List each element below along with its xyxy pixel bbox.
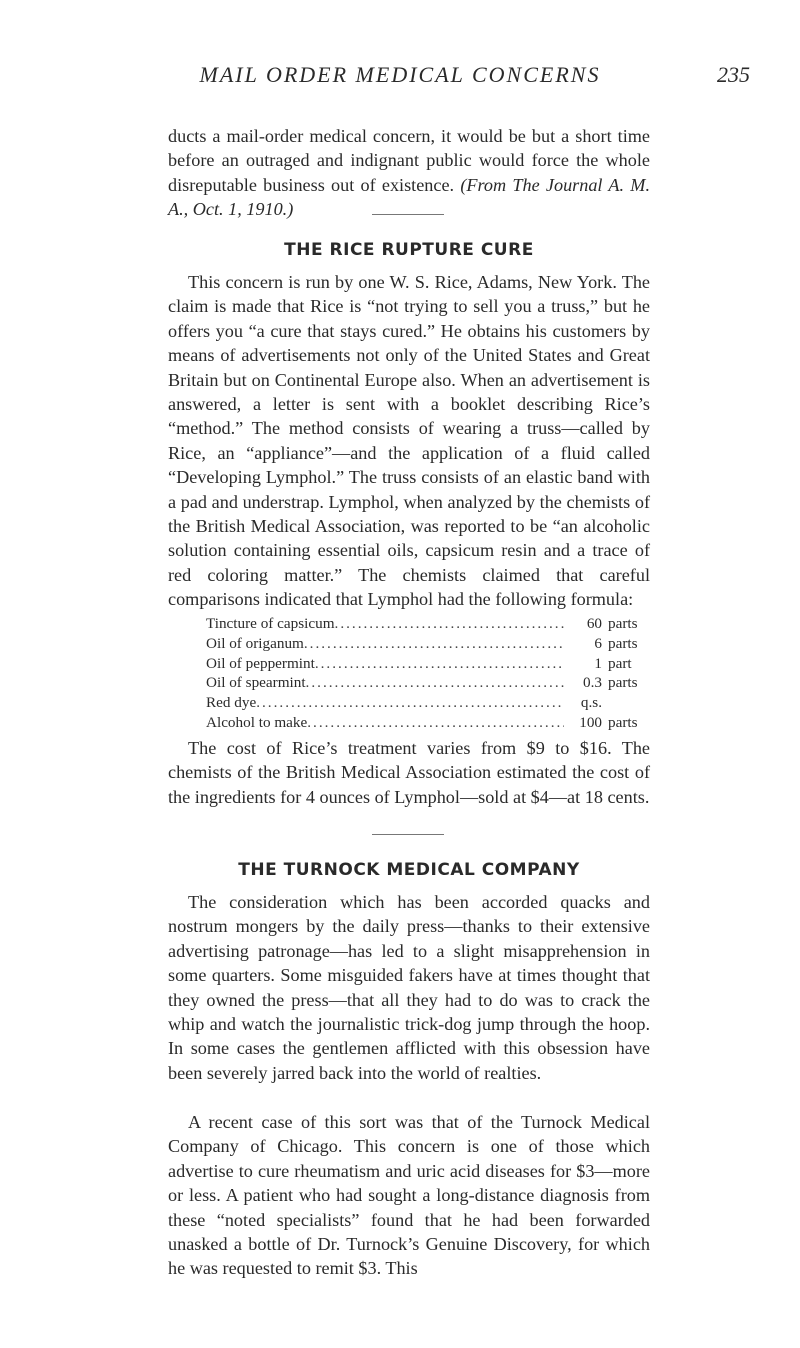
formula-row: [206, 614, 656, 634]
formula-row: [206, 673, 656, 693]
formula-row: [206, 713, 656, 733]
turnock-paragraph-1-text: The consideration which has been accorded quacks and nostrum mongers by the daily press—thanks to their extensive advertising patronage—has led to a slight misapprehension in some quarters. Some misguided fakers have at times thought that they owned the press—that all they had to do was to crack the whip and watch the journalistic trick-dog jump through the hoop. In some cases the gentlemen afflicted with this obsession have been severely jarred back into the world of realties.: [168, 892, 650, 1083]
dot-leader: [335, 614, 564, 634]
page-header: [0, 62, 800, 92]
formula-unit: parts: [608, 713, 638, 731]
formula-ingredient: Oil of origanum: [206, 634, 304, 652]
turnock-paragraph-1: [168, 890, 650, 1085]
intro-citation: (From The Journal A. M. A., Oct. 1, 1910.): [168, 174, 650, 220]
formula-unit: parts: [608, 615, 638, 632]
rice-cost-text: The cost of Rice’s treatment varies from $9 to $16. The chemists of the British Medical Association estimated the cost of the ingredients for 4 ounces of Lymphol—sold at $4—at 18 cents.: [168, 738, 650, 807]
dot-leader: [256, 693, 564, 713]
formula-ingredient: Oil of spearmint: [206, 674, 306, 692]
rice-cost-paragraph: [168, 736, 650, 809]
dot-leader: [307, 713, 564, 733]
section-divider: [372, 834, 444, 835]
formula-ingredient: Red dye: [206, 694, 257, 712]
running-title: MAIL ORDER MEDICAL CONCERNS: [199, 62, 601, 87]
formula-row: [206, 693, 656, 713]
formula-qty: 60: [586, 615, 602, 632]
dot-leader: [315, 654, 564, 674]
formula-unit: parts: [608, 634, 638, 652]
dot-leader: [306, 673, 564, 693]
formula-qty: q.s.: [580, 694, 602, 712]
formula-unit: parts: [608, 674, 638, 692]
rice-paragraph-text: This concern is run by one W. S. Rice, Adams, New York. The claim is made that Rice is “not trying to sell you a truss,” but he offers you “a cure that stays cured.” He obtains his customers by means of advertisements not only of the United States and Great Britain but on Continental Europe also. When an advertisement is answered, a letter is sent with a booklet describing Rice’s “method.” The method consists of wearing a truss—called by Rice, an “appliance”—and the application of a fluid called “Developing Lymphol.” The truss consists of an elastic band with a pad and understrap. Lymphol, when analyzed by the chemists of the British Medical Association, was reported to be “an alcoholic solution containing essential oils, capsicum resin and a trace of red coloring matter.” The chemists claimed that careful comparisons indicated that Lymphol had the following formula:: [168, 272, 650, 610]
formula-row: [206, 654, 656, 674]
turnock-paragraph-2-text: A recent case of this sort was that of the Turnock Medical Company of Chicago. This concern is one of those which advertise to cure rheumatism and uric acid diseases for $3—more or less. A patient who had sought a long-distance diagnosis from these “noted specialists” found that he had been forwarded unasked a bottle of Dr. Turnock’s Genuine Discovery, for which he was requested to remit $3. This: [168, 1112, 650, 1279]
section-heading-turnock: THE TURNOCK MEDICAL COMPANY: [238, 860, 580, 880]
lymphol-formula-table: [206, 614, 656, 733]
intro-paragraph: [168, 124, 650, 222]
formula-qty: 1: [594, 654, 602, 672]
formula-ingredient: Tincture of capsicum: [206, 615, 335, 632]
formula-qty: 100: [579, 713, 602, 731]
intro-text: ducts a mail-order medical concern, it would be but a short time before an outraged and indignant public would force the whole disreputable business out of existence.: [168, 126, 650, 195]
dot-leader: [304, 634, 564, 654]
formula-qty: 6: [594, 634, 602, 652]
formula-unit: part: [608, 654, 632, 672]
turnock-paragraph-2: [168, 1110, 650, 1281]
formula-ingredient: Alcohol to make: [206, 713, 308, 731]
page-number: 235: [717, 62, 750, 87]
formula-row: [206, 634, 656, 654]
formula-ingredient: Oil of peppermint: [206, 654, 315, 672]
rice-paragraph: [168, 270, 650, 612]
section-heading-rice: THE RICE RUPTURE CURE: [284, 240, 534, 260]
section-divider: [372, 214, 444, 215]
formula-qty: 0.3: [583, 674, 602, 692]
